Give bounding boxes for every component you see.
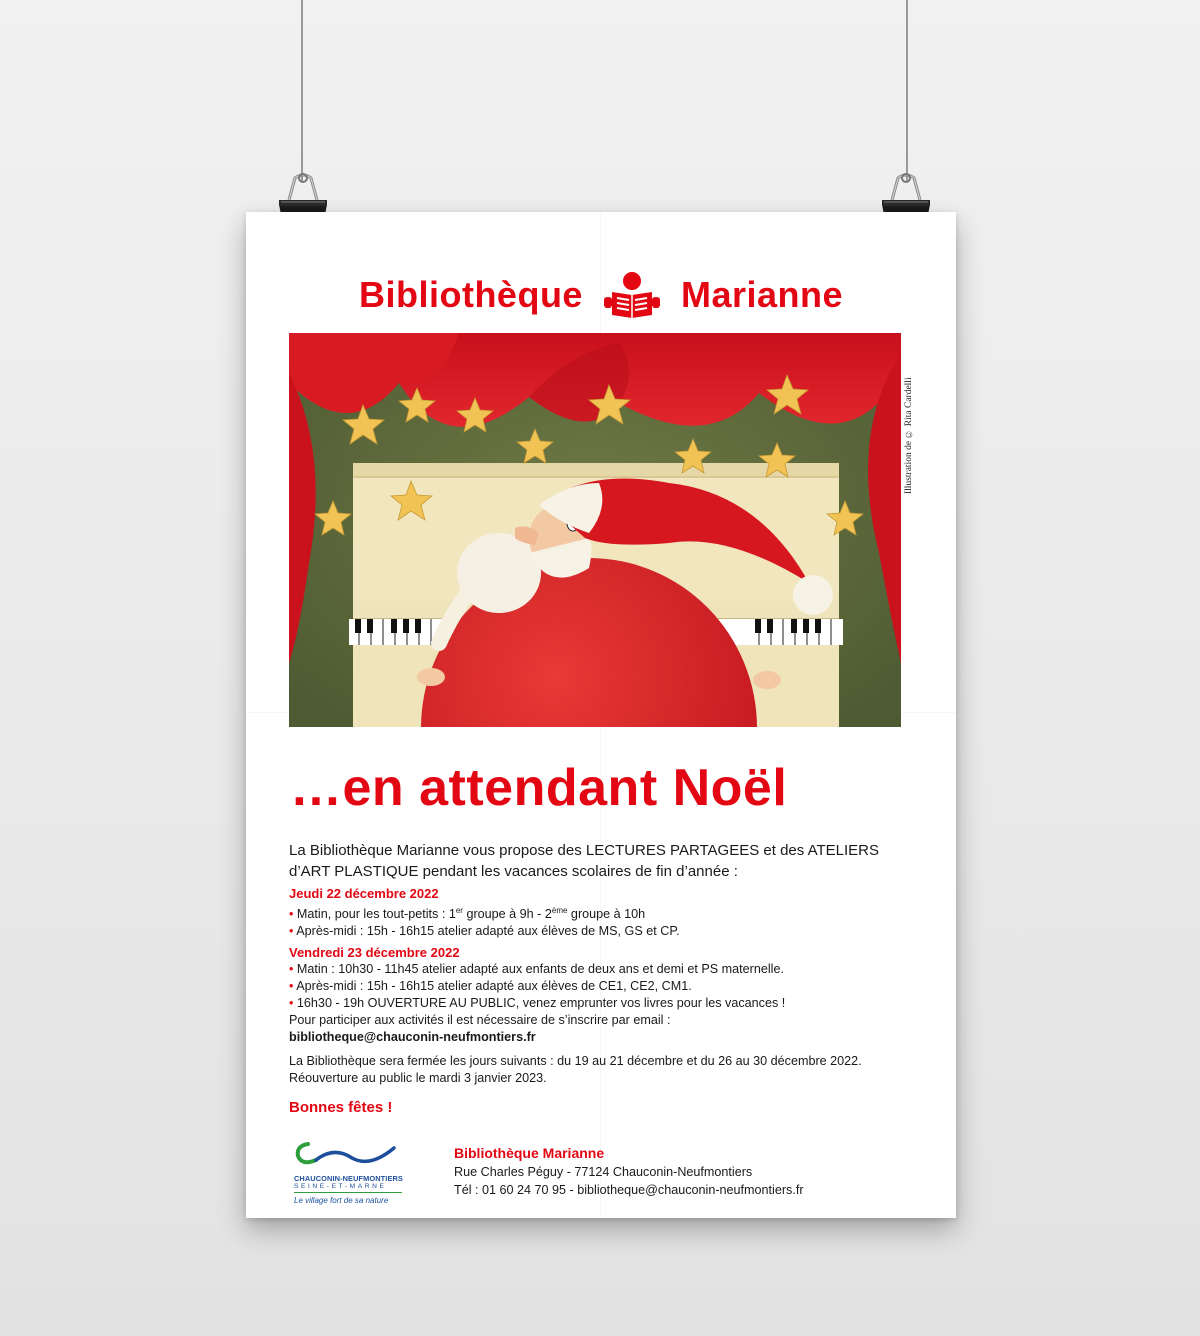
town-logo-tagline: Le village fort de sa nature <box>294 1196 389 1205</box>
header-word-left: Bibliothèque <box>358 274 583 315</box>
day-title-1: Jeudi 22 décembre 2022 <box>289 886 439 901</box>
reader-icon <box>603 271 661 319</box>
library-contact <box>454 1144 934 1199</box>
reopening-notice: Réouverture au public le mardi 3 janvier 2023. <box>289 1071 547 1086</box>
contact-address: Rue Charles Péguy - 77124 Chauconin-Neufmontiers <box>454 1165 753 1179</box>
hanging-string-left <box>301 0 303 182</box>
signup-email-link[interactable]: bibliotheque@chauconin-neufmontiers.fr <box>289 1030 536 1045</box>
town-logo-icon <box>294 1140 402 1168</box>
closing-notice: La Bibliothèque sera fermée les jours suivants : du 19 au 21 décembre et du 26 au 30 décembre 2022. <box>289 1054 862 1069</box>
hanging-string-right <box>906 0 908 182</box>
poster-title: …en attendant Noël <box>290 759 788 817</box>
santa-piano-illustration <box>289 333 901 727</box>
town-logo <box>294 1140 402 1206</box>
schedule-item: • Après-midi : 15h - 16h15 atelier adapté aux élèves de CE1, CE2, CM1. <box>289 979 692 994</box>
header-word-right: Marianne <box>680 274 844 315</box>
season-wishes: Bonnes fêtes ! <box>289 1099 393 1117</box>
illustration-credit: Illustration de © Rita Cardelli <box>904 377 914 494</box>
poster <box>246 212 956 1218</box>
poster-body <box>289 840 909 1116</box>
day-title-2: Vendredi 23 décembre 2022 <box>289 945 460 961</box>
schedule-item: • Matin, pour les tout-petits : 1er groupe à 9h - 2ème groupe à 10h <box>289 906 646 922</box>
contact-name: Bibliothèque Marianne <box>454 1145 605 1161</box>
contact-phone-email: Tél : 01 60 24 70 95 - bibliotheque@chauconin-neufmontiers.fr <box>454 1183 804 1197</box>
schedule-item: • Après-midi : 15h - 16h15 atelier adapté aux élèves de MS, GS et CP. <box>289 924 680 939</box>
intro-text: La Bibliothèque Marianne vous propose des LECTURES PARTAGEES et des ATELIERS d’ART PLASTIQUE pendant les vacances scolaires de fin d’année : <box>289 842 880 880</box>
town-logo-name: CHAUCONIN-NEUFMONTIERS <box>294 1174 403 1183</box>
library-header <box>246 260 956 330</box>
schedule-item: • 16h30 - 19h OUVERTURE AU PUBLIC, venez emprunter vos livres pour les vacances ! <box>289 996 786 1011</box>
schedule-item: • Matin : 10h30 - 11h45 atelier adapté aux enfants de deux ans et demi et PS maternelle. <box>289 962 784 977</box>
town-logo-region: SEINE-ET-MARNE <box>294 1183 402 1193</box>
signup-text: Pour participer aux activités il est nécessaire de s’inscrire par email : <box>289 1013 671 1028</box>
